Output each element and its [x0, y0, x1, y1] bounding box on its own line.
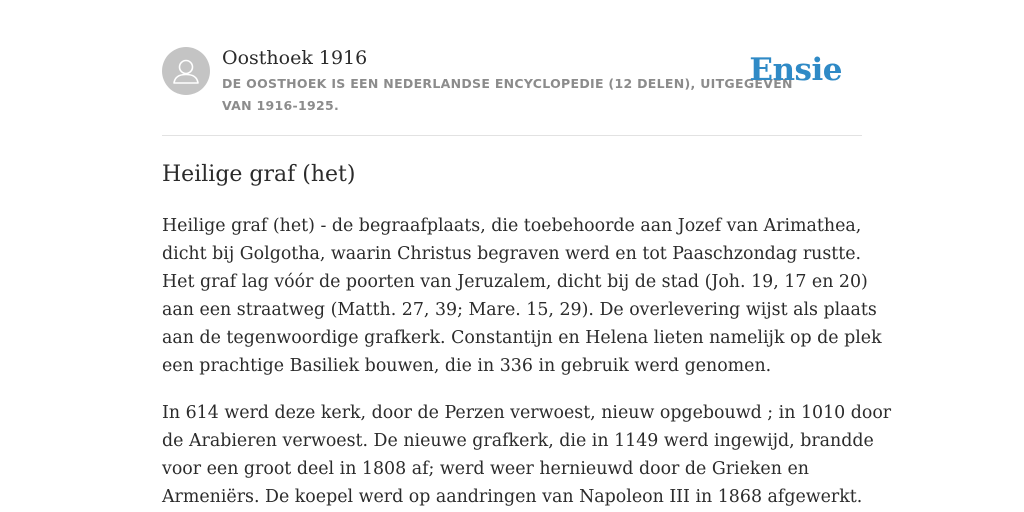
paragraph-line: dicht bij Golgotha, waarin Christus begraven werd en tot Paaschzondag rustte.: [162, 244, 862, 264]
paragraph-line: aan de tegenwoordige grafkerk. Constantijn en Helena lieten namelijk op de plek: [162, 328, 882, 348]
article-paragraph: [162, 212, 882, 380]
article-body: [162, 212, 892, 512]
article-title: Heilige graf (het): [162, 162, 356, 187]
user-icon: [162, 47, 210, 95]
article-paragraph: [162, 399, 892, 511]
paragraph-line: Armeniërs. De koepel werd op aandringen van Napoleon III in 1868 afgewerkt.: [162, 487, 863, 507]
avatar[interactable]: [162, 47, 210, 95]
paragraph-line: aan een straatweg (Matth. 27, 39; Mare. 15, 29). De overlevering wijst als plaats: [162, 300, 877, 320]
paragraph-line: voor een groot deel in 1808 af; werd weer hernieuwd door de Grieken en: [162, 459, 809, 479]
source-description-line: DE OOSTHOEK IS EEN NEDERLANDSE ENCYCLOPEDIE (12 DELEN), UITGEGEVEN: [222, 76, 793, 91]
source-description-line: VAN 1916-1925.: [222, 98, 340, 113]
paragraph-line: een prachtige Basiliek bouwen, die in 336 in gebruik werd genomen.: [162, 356, 772, 376]
source-name[interactable]: Oosthoek 1916: [222, 47, 368, 69]
paragraph-line: Het graf lag vóór de poorten van Jeruzalem, dicht bij de stad (Joh. 19, 17 en 20): [162, 272, 868, 292]
paragraph-line: de Arabieren verwoest. De nieuwe grafkerk, die in 1149 werd ingewijd, brandde: [162, 431, 874, 451]
source-header: [162, 45, 862, 136]
paragraph-line: Heilige graf (het) - de begraafplaats, die toebehoorde aan Jozef van Arimathea,: [162, 216, 862, 236]
ensie-logo[interactable]: Ensie: [749, 52, 842, 88]
source-description: [222, 73, 793, 117]
paragraph-line: In 614 werd deze kerk, door de Perzen verwoest, nieuw opgebouwd ; in 1010 door: [162, 403, 892, 423]
